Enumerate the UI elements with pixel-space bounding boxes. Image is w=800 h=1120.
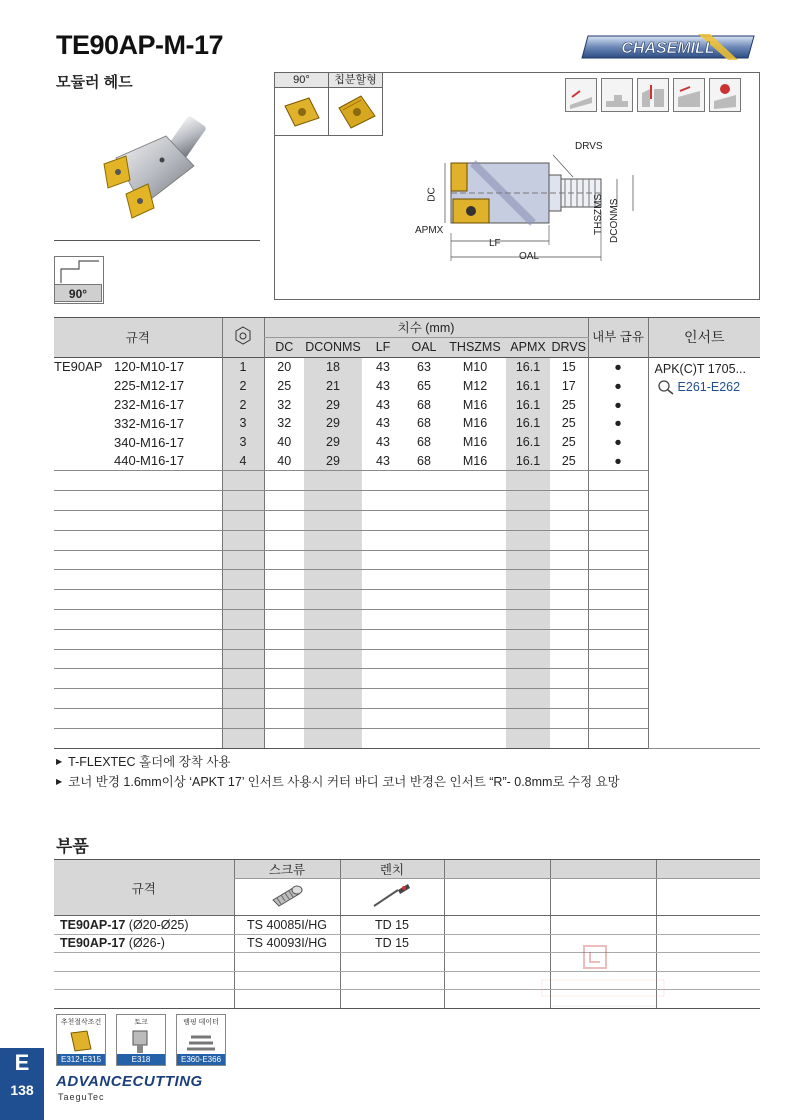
thszms-cell [444,689,506,709]
apmx-cell [506,708,550,728]
lf-cell [362,609,404,629]
lf-cell [362,590,404,610]
coolant-cell: ● [588,433,648,452]
thszms-cell: M16 [462,435,488,450]
apmx-cell [506,491,550,511]
insert-chipbreaker-image [329,88,383,136]
flutes-cell [222,728,264,748]
lf-cell [362,530,404,550]
thszms-cell [444,491,506,511]
model-cell [54,491,222,511]
col-lf: LF [362,337,404,357]
flutes-cell [222,609,264,629]
thszms-cell [444,471,506,491]
col-flutes [222,318,264,358]
thszms-cell [444,590,506,610]
apmx-cell [506,629,550,649]
apmx-cell: 16.1 [506,452,550,471]
model-cell: 440-M16-17 [54,452,222,471]
model-cell [54,609,222,629]
model-cell [54,530,222,550]
apmx-cell [506,570,550,590]
oal-cell [404,510,444,530]
apmx-cell [506,590,550,610]
dim-thszms: THSZMS [593,193,604,235]
flutes-cell [222,510,264,530]
model-cell [54,570,222,590]
model-cell: 332-M16-17 [114,415,185,431]
coolant-cell: ● [588,452,648,471]
col-dc: DC [264,337,304,357]
oal-cell: 68 [404,452,444,471]
parts-empty-cell [550,916,656,935]
lf-cell [362,510,404,530]
lf-cell: 43 [362,357,404,376]
coolant-cell [588,609,648,629]
insert-tag-chipbreaker: 칩분할형 [329,73,383,88]
coolant-cell [588,570,648,590]
oal-cell [404,491,444,511]
oal-cell: 63 [404,357,444,376]
col-coolant: 내부 급유 [588,318,648,358]
model-cell [54,689,222,709]
insert-tag-90: 90° [275,73,329,88]
col-dconms: DCONMS [304,337,362,357]
flutes-cell [222,471,264,491]
drvs-cell [550,728,588,748]
lf-cell [362,629,404,649]
drvs-cell: 17 [561,378,576,393]
parts-empty-cell [656,916,760,935]
oal-cell: 65 [417,378,431,393]
drvs-cell: 15 [550,357,588,376]
parts-wrench-cell: TD 15 [340,916,444,935]
parts-col-empty-3 [656,860,760,879]
coolant-cell [588,590,648,610]
thszms-cell: M10 [444,357,506,376]
dconms-cell: 29 [304,395,362,414]
flutes-cell: 1 [222,357,264,376]
ref-ramping-data[interactable]: 램핑 데이터 E360-E366 [176,1014,226,1066]
dc-cell [264,649,304,669]
lf-cell: 43 [376,416,390,431]
dconms-cell: 29 [304,414,362,433]
flutes-cell: 4 [222,452,264,471]
drvs-cell [550,530,588,550]
magnifier-icon [657,379,675,395]
watermark-logo [538,944,668,1014]
dc-cell [264,609,304,629]
note-2: ▶ 코너 반경 1.6mm이상 ‘APKT 17’ 인서트 사용시 커터 바디 코너 반경은 인서트 “R”- 0.8mm로 수정 요망 [56,775,620,789]
section-letter: E [14,1050,30,1075]
helical-icon [709,78,741,112]
model-cell [54,550,222,570]
thszms-cell [444,669,506,689]
apmx-cell: 16.1 [506,433,550,452]
oal-cell [404,629,444,649]
model-cell [54,590,222,610]
dc-cell [264,530,304,550]
flutes-cell [222,629,264,649]
coolant-cell [588,510,648,530]
coolant-cell [588,669,648,689]
model-cell: 340-M16-17 [114,434,185,450]
coolant-cell [588,491,648,511]
coolant-cell [588,471,648,491]
oal-cell: 68 [417,435,431,450]
dconms-cell [304,530,362,550]
oal-cell [404,609,444,629]
dconms-cell [304,550,362,570]
parts-screw-cell: TS 40085I/HG [234,916,340,935]
apmx-cell [506,689,550,709]
svg-text:CHASEMILL: CHASEMILL [621,40,715,57]
plunge-icon [637,78,669,112]
model-cell: 225-M12-17 [114,378,185,394]
lf-cell: 43 [376,397,390,412]
oal-cell: 68 [417,416,431,431]
lf-cell [362,649,404,669]
lf-cell [362,708,404,728]
parts-col-model: 규격 [54,860,234,916]
drvs-cell: 25 [561,435,576,450]
coolant-cell [588,728,648,748]
drawing-panel [274,72,760,300]
dconms-cell [304,609,362,629]
screw-image [234,879,340,916]
coolant-cell [588,530,648,550]
cutting-angle-label: 90° [54,284,102,302]
dc-cell: 32 [264,414,304,433]
drvs-cell [550,550,588,570]
dim-dc: DC [426,187,438,202]
drvs-cell: 25 [550,452,588,471]
dc-cell: 32 [264,395,304,414]
parts-col-wrench: 렌치 [340,860,444,879]
flutes-cell [222,550,264,570]
dc-cell [264,708,304,728]
flutes-cell [222,708,264,728]
coolant-cell [588,550,648,570]
photo-divider [54,240,260,241]
model-cell [54,649,222,669]
lf-cell [362,728,404,748]
coolant-cell: ● [588,376,648,395]
flutes-cell [222,669,264,689]
parts-screw-cell [234,990,340,1009]
parts-col-screw: 스크류 [234,860,340,879]
col-insert: 인서트 [648,318,760,358]
dc-cell: 25 [264,376,304,395]
parts-model-cell [54,971,234,990]
model-cell: 232-M16-17 [114,397,185,413]
parts-title: 부품 [56,837,89,856]
thszms-cell: M16 [444,452,506,471]
dconms-cell [304,708,362,728]
flutes-cell: 3 [222,433,264,452]
dconms-cell [304,590,362,610]
dc-cell: 40 [264,433,304,452]
flutes-cell: 3 [222,414,264,433]
parts-model-cell: TE90AP-17 (Ø20-Ø25) [54,916,234,935]
coolant-cell [588,708,648,728]
apmx-cell [506,530,550,550]
dconms-cell [304,649,362,669]
coolant-cell [588,689,648,709]
coolant-cell [588,629,648,649]
lf-cell: 43 [362,452,404,471]
dim-apmx: APMX [415,225,444,236]
dconms-cell [304,728,362,748]
table-row [54,357,760,376]
dc-cell [264,491,304,511]
insert-count-icon [233,326,253,346]
thszms-cell: M16 [462,397,488,412]
model-cell [54,510,222,530]
dim-drvs: DRVS [575,141,603,152]
drvs-cell [550,629,588,649]
parts-empty-cell [656,934,760,953]
thszms-cell [444,570,506,590]
drvs-cell [550,570,588,590]
flutes-cell [222,689,264,709]
parts-empty-cell [656,990,760,1009]
lf-cell [362,570,404,590]
flutes-cell [222,649,264,669]
dc-cell [264,550,304,570]
lf-cell [362,669,404,689]
coolant-cell: ● [588,395,648,414]
dc-cell [264,689,304,709]
flutes-cell: 2 [222,395,264,414]
drvs-cell [550,669,588,689]
model-cell [54,629,222,649]
parts-row [54,916,760,935]
dconms-cell [304,491,362,511]
screw-icon [267,882,307,910]
parts-wrench-cell [340,953,444,972]
dconms-cell [304,570,362,590]
col-thszms: THSZMS [444,337,506,357]
coolant-cell [588,649,648,669]
flutes-cell [222,570,264,590]
coolant-cell: ● [588,414,648,433]
dim-lf: LF [489,238,501,249]
apmx-cell [506,510,550,530]
drvs-cell [550,649,588,669]
footer-brand-logo: ADVANCECUTTING [56,1073,203,1090]
oal-cell [404,530,444,550]
apmx-cell [506,609,550,629]
thszms-cell [444,609,506,629]
dc-cell [264,510,304,530]
parts-wrench-cell [340,990,444,1009]
parts-empty-cell [444,934,550,953]
drvs-cell [550,491,588,511]
dc-cell [264,590,304,610]
thszms-cell [444,550,506,570]
oal-cell [404,649,444,669]
col-model: 규격 [54,318,222,358]
dc-cell [264,570,304,590]
thszms-cell [444,649,506,669]
oal-cell [404,708,444,728]
thszms-cell [444,708,506,728]
insert-ref: APK(C)T 1705... [654,361,747,376]
apmx-cell: 16.1 [506,357,550,376]
dc-cell: 40 [264,452,304,471]
dconms-cell [304,689,362,709]
model-cell [54,708,222,728]
insert-cell [648,357,760,748]
parts-empty-cell [444,971,550,990]
oal-cell [404,669,444,689]
dconms-cell [304,629,362,649]
dim-dconms: DCONMS [609,198,620,243]
oal-cell [404,471,444,491]
drvs-cell [550,609,588,629]
drvs-cell [550,689,588,709]
dconms-cell [304,669,362,689]
parts-wrench-cell [340,971,444,990]
insert-page-link[interactable]: E261-E262 [649,376,761,395]
dc-cell [264,629,304,649]
parts-col-empty-1 [444,860,550,879]
wrench-icon [370,882,414,910]
dconms-cell: 21 [304,376,362,395]
model-cell [54,471,222,491]
parts-empty-cell [656,953,760,972]
model-cell [54,728,222,748]
parts-empty-cell [444,953,550,972]
oal-cell [404,689,444,709]
col-oal: OAL [404,337,444,357]
apmx-cell [506,550,550,570]
insert-90-image [275,88,329,136]
parts-empty-cell [656,971,760,990]
product-photo [96,108,226,228]
flutes-cell: 2 [222,376,264,395]
parts-model-cell [54,953,234,972]
col-drvs: DRVS [550,337,588,357]
slot-milling-icon [601,78,633,112]
drvs-cell: 25 [561,416,576,431]
oal-cell [404,550,444,570]
model-cell: TE90AP 120-M10-17 [54,357,222,376]
note-1: ▶ T-FLEXTEC 홀더에 장착 사용 [56,755,231,769]
drvs-cell [550,590,588,610]
drvs-cell [550,708,588,728]
dconms-cell: 29 [304,452,362,471]
lf-cell [362,550,404,570]
chasemill-logo [578,32,760,62]
lf-cell [362,689,404,709]
parts-screw-cell: TS 40093I/HG [234,934,340,953]
dconms-cell: 18 [304,357,362,376]
apmx-cell: 16.1 [506,414,550,433]
lf-cell [362,471,404,491]
apmx-cell [506,649,550,669]
col-apmx: APMX [506,337,550,357]
col-group-dims: 치수 (mm) [264,318,588,338]
apmx-cell [506,669,550,689]
parts-empty-cell [444,990,550,1009]
footer-company: TaeguTec [58,1092,105,1102]
thszms-cell: M12 [462,378,488,393]
drvs-cell [550,510,588,530]
thszms-cell [444,530,506,550]
apmx-cell [506,728,550,748]
parts-model-cell [54,990,234,1009]
thszms-cell: M16 [462,416,488,431]
apmx-cell [506,471,550,491]
subtitle: 모듈러 헤드 [56,74,133,91]
dc-cell: 20 [264,357,304,376]
dconms-cell [304,471,362,491]
drvs-cell [550,471,588,491]
thszms-cell [444,510,506,530]
torque-icon [117,1027,165,1055]
dc-cell [264,728,304,748]
dc-cell [264,471,304,491]
dim-oal: OAL [519,251,540,262]
wrench-image [340,879,444,916]
oal-cell: 68 [417,397,431,412]
drvs-cell: 25 [561,397,576,412]
apmx-cell: 16.1 [506,376,550,395]
oal-cell [404,570,444,590]
parts-screw-cell [234,953,340,972]
ramping-data-icon [177,1027,225,1055]
lf-cell: 43 [376,378,390,393]
thszms-cell [444,629,506,649]
face-milling-icon [565,78,597,112]
parts-screw-cell [234,971,340,990]
ref-torque[interactable]: 토크 E318 [116,1014,166,1066]
dc-cell [264,669,304,689]
lf-cell [362,491,404,511]
model-cell [54,669,222,689]
oal-cell [404,590,444,610]
dconms-cell: 29 [304,433,362,452]
parts-wrench-cell: TD 15 [340,934,444,953]
flutes-cell [222,491,264,511]
cutting-conditions-icon [57,1027,105,1055]
parts-model-cell: TE90AP-17 (Ø26-) [54,934,234,953]
flutes-cell [222,590,264,610]
parts-empty-cell [444,916,550,935]
thszms-cell [444,728,506,748]
page-number: 138 [10,1082,34,1098]
parts-col-empty-2 [550,860,656,879]
ref-cutting-conditions[interactable]: 추천절삭조건 E312-E315 [56,1014,106,1066]
oal-cell [404,728,444,748]
apmx-cell: 16.1 [506,395,550,414]
coolant-cell: ● [588,357,648,376]
flutes-cell [222,530,264,550]
ramping-icon [673,78,705,112]
spec-table [54,317,760,749]
dconms-cell [304,510,362,530]
lf-cell: 43 [376,435,390,450]
page-title: TE90AP-M-17 [56,30,224,60]
